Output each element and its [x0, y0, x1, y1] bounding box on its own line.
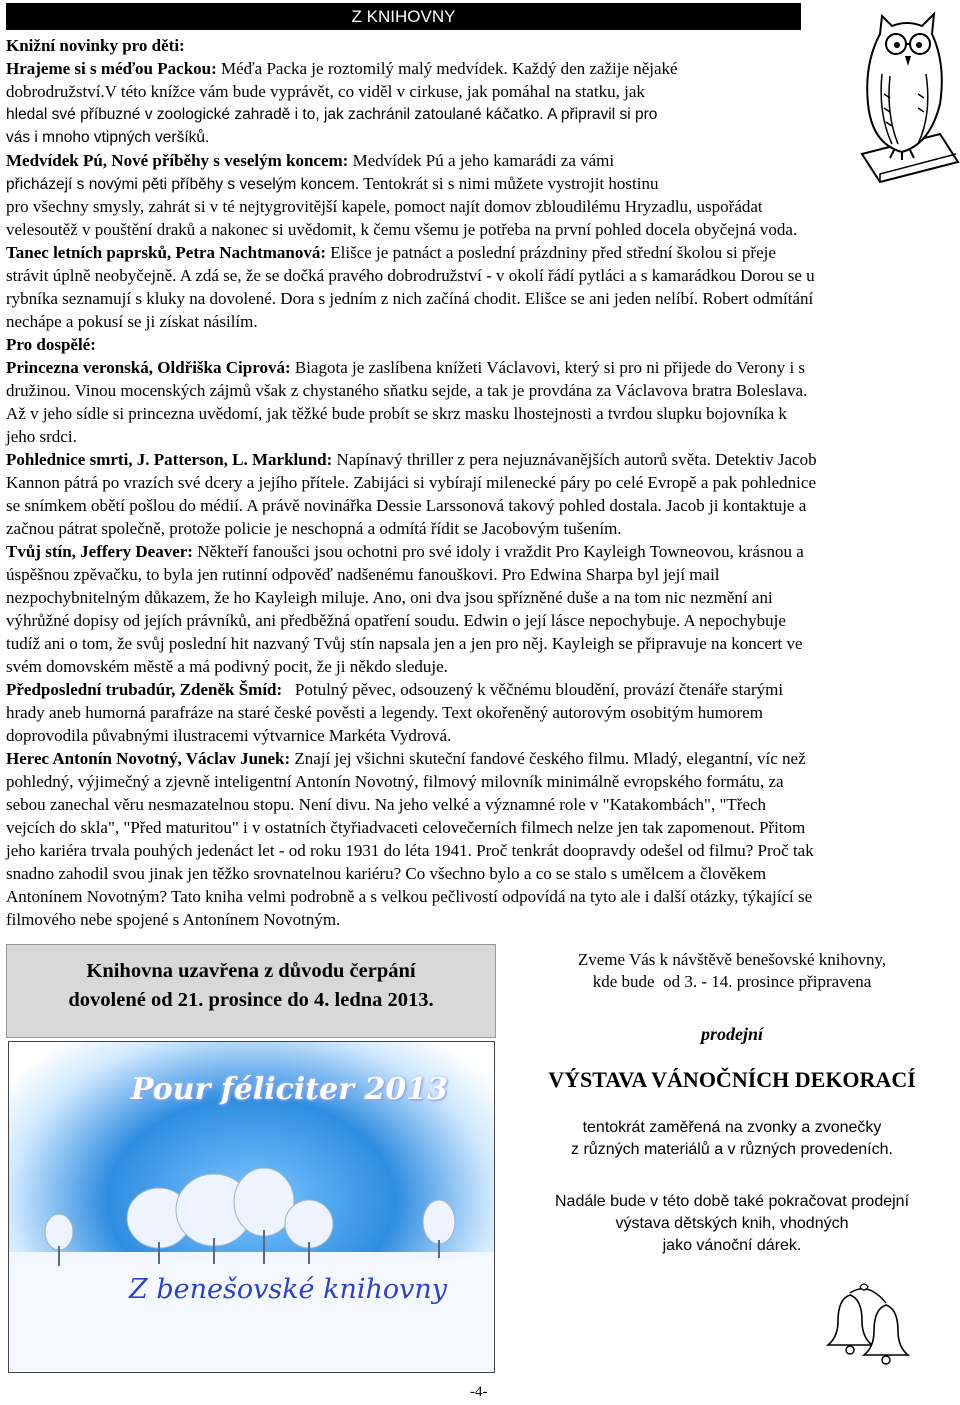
adult-book-5-line: jeho kariéra trvala pouhých jedenáct let - od roku 1931 do léta 1941. Proč tenkrát doopravdy odešel od filmu? Proč tak: [6, 841, 814, 860]
adult-book-4-line: doprovodila půvabnými ilustracemi výtvarnice Markéta Vydrová.: [6, 726, 452, 745]
invite-title: VÝSTAVA VÁNOČNÍCH DEKORACÍ: [548, 1067, 916, 1092]
invite-line: z různých materiálů a v různých provedeních.: [571, 1141, 893, 1158]
pf-greeting-card: [8, 1041, 495, 1373]
adult-book-1-line: jeho srdci.: [6, 427, 77, 446]
owl-on-book-icon: [822, 4, 960, 184]
adult-book-5: Herec Antonín Novotný, Václav Junek: Znají jej všichni skuteční fandové českého filmu. Mladý, elegantní, víc než: [6, 749, 806, 768]
adult-book-2-line: Kannon pátrá po vrazích své dcery a jejího přítele. Zabijáci si vybírají milenecké páry po celé Evropě a pak pohlednice: [6, 473, 816, 492]
adult-book-5-line: snadno zahodil svou jinak jen těžko srovnatelnou kariéru? Co všechno bylo a co se stalo s umělcem a člověkem: [6, 864, 767, 883]
invite-line: Zveme Vás k návštěvě benešovské knihovny,: [577, 950, 887, 969]
kids-book-1-line: vás i mnoho vtipných veršíků.: [6, 129, 210, 146]
exhibition-invitation: [504, 949, 960, 1257]
closure-line-1: Knihovna uzavřena z důvodu čerpání: [86, 960, 416, 982]
adult-book-3: Tvůj stín, Jeffery Deaver: Někteří fanoušci jsou ochotni pro své idoly i vraždit Pro Kayleigh Towneovou, krásnou a: [6, 542, 804, 561]
pf-title: Pour féliciter 2013: [131, 1072, 448, 1107]
adult-book-1: Princezna veronská, Oldřiška Ciprová: Biagota je zaslíbena knížeti Václavovi, který si pro ni přijede do Verony i s: [6, 358, 806, 377]
kids-book-3-line: rybníka seznamují s kluky na dovolené. Dora s jedním z nich začíná chodit. Elišce se ani jeden nelíbí. Robert odmítání: [6, 289, 814, 308]
adult-book-5-line: sebou zanechal věru nesmazatelnou stopu. Není divu. Na jeho velké a významné role v "Katakombách", "Třech: [6, 795, 767, 814]
invite-line: kde bude od 3. - 14. prosince připravena: [592, 972, 872, 991]
adult-book-3-line: tudíž ani o tom, že svůj poslední hit nazvaný Tvůj stín napsala jen a jen pro něj. Kayleigh se připravuje na koncert ve: [6, 634, 803, 653]
kids-book-1: Hrajeme si s méďou Packou: Méďa Packa je roztomilý malý medvídek. Každý den zažije nějaké: [6, 59, 678, 78]
invite-line: výstava dětských knih, vhodných: [615, 1215, 849, 1232]
invite-line: Nadále bude v této době také pokračovat prodejní: [554, 1193, 910, 1210]
adult-book-3-line: svém domovském městě a má podivný pocit, že ji někdo sleduje.: [6, 657, 448, 676]
kids-book-1-line: dobrodružství.V této knížce vám bude vyprávět, co viděl v cirkuse, jak pomáhal na statku, jak: [6, 82, 645, 101]
adult-book-5-line: Antonínem Novotným? Tato kniha velmi podrobně a s velkou pečlivostí odpovídá na tyto ale i další otázky, týkající se: [6, 887, 813, 906]
invite-prodejni: prodejní: [700, 1024, 763, 1044]
page-number: -4-: [470, 1384, 488, 1400]
kids-heading: Knižní novinky pro děti:: [6, 36, 185, 55]
kids-book-2-line: velesoutěž v pouštění draků a nakonec si uvědomit, k čemu všemu je potřeba na první pohled docela obyčejná voda.: [6, 220, 798, 239]
adult-book-2-line: začnou pátrat společně, protože policie je neschopná a odmítá řídit se Jacobovým tušením.: [6, 519, 622, 538]
kids-book-2-line: přicházejí s novými pěti příběhy s veselým koncem. Tentokrát si s nimi můžete vystrojit hostinu: [6, 174, 659, 193]
adult-book-4: Předposlední trubadúr, Zdeněk Šmíd: Potulný pěvec, odsouzený k věčnému bloudění, provází čtenáře starými: [6, 680, 784, 699]
adults-heading: Pro dospělé:: [6, 335, 96, 354]
adult-book-3-line: nezpochybnitelným důkazem, že ho Kayleigh miluje. Ano, oni dva jsou spřízněné duše a na tom nic nezmění ani: [6, 588, 773, 607]
invite-line: tentokrát zaměřená na zvonky a zvonečky: [582, 1119, 882, 1136]
kids-book-3-line: strávit úplně neobyčejně. A zdá se, že se dočká pravého dobrodružství - v okolí řádí pytláci a s kamarádkou Dorou se u: [6, 266, 815, 285]
kids-book-2-line: pro všechny smysly, zahrát si v té nejtygrovitější kapele, pomoct najít domov zbloudilému Hryzadlu, uspořádat: [6, 197, 763, 216]
adult-book-2: Pohlednice smrti, J. Patterson, L. Marklund: Napínavý thriller z pera nejuznávanějších autorů světa. Detektiv Jacob: [6, 450, 817, 469]
section-header: Z KNIHOVNY: [6, 3, 801, 30]
kids-book-3-line: nechápe a pokusí se ji získat násilím.: [6, 312, 258, 331]
adult-book-2-line: se snímkem obětí pošlou do médií. A právě novinářka Dessie Larssonová takový pohled dostala. Jacob ji kontaktuje a: [6, 496, 807, 515]
pf-subtitle: Z benešovské knihovny: [129, 1274, 448, 1305]
adult-book-4-line: hrady aneb humorná parafráze na staré české pověsti a legendy. Text okořeněný autorovým osobitým humorem: [6, 703, 763, 722]
closure-notice: [6, 944, 496, 1038]
adult-book-1-line: Až v jeho sídle si princezna uvědomí, jak těžké bude probít se skrz masku lhostejnosti a tvrdou slupku bojovníka k: [6, 404, 787, 423]
kids-book-3: Tanec letních paprsků, Petra Nachtmanová: Elišce je patnáct a poslední prázdniny před střední školou si přeje: [6, 243, 776, 262]
adult-book-5-line: pohledný, výjimečný a zjevně inteligentní Antonín Novotný, filmový milovník minimálně evropského formátu, za: [6, 772, 784, 791]
adult-book-1-line: družinou. Vinou mocenských zájmů však z chystaného sňatku sejde, a tak je provdána za Václavova bratra Boleslava.: [6, 381, 808, 400]
kids-book-1-line: hledal své příbuzné v zoologické zahradě i to, jak zachránil zatoulané káčatko. A připravil si pro: [6, 106, 658, 123]
christmas-bells-icon: [820, 1275, 920, 1375]
kids-book-2: Medvídek Pú, Nové příběhy s veselým koncem: Medvídek Pú a jeho kamarádi za vámi: [6, 151, 615, 170]
adult-book-3-line: výhrůžné dopisy od jejích právníků, ani předběžná opatření soudu. Edwin o její lásce nepochybuje. A nepochybuje: [6, 611, 786, 630]
invite-line: jako vánoční dárek.: [662, 1237, 802, 1254]
adult-book-5-line: filmového nebe spojené s Antonínem Novotným.: [6, 910, 341, 929]
closure-line-2: dovolené od 21. prosince do 4. ledna 2013.: [68, 989, 434, 1011]
adult-book-5-line: vejcích do skla", "Před maturitou" i v ostatních čtyřiadvaceti celovečerních filmech nelze jen tak zapomenout. Přitom: [6, 818, 806, 837]
adult-book-3-line: úspěšnou zpěvačku, to byla jen rutinní odpověď nadšenému fanouškovi. Pro Edwina Sharpa byl její mail: [6, 565, 720, 584]
